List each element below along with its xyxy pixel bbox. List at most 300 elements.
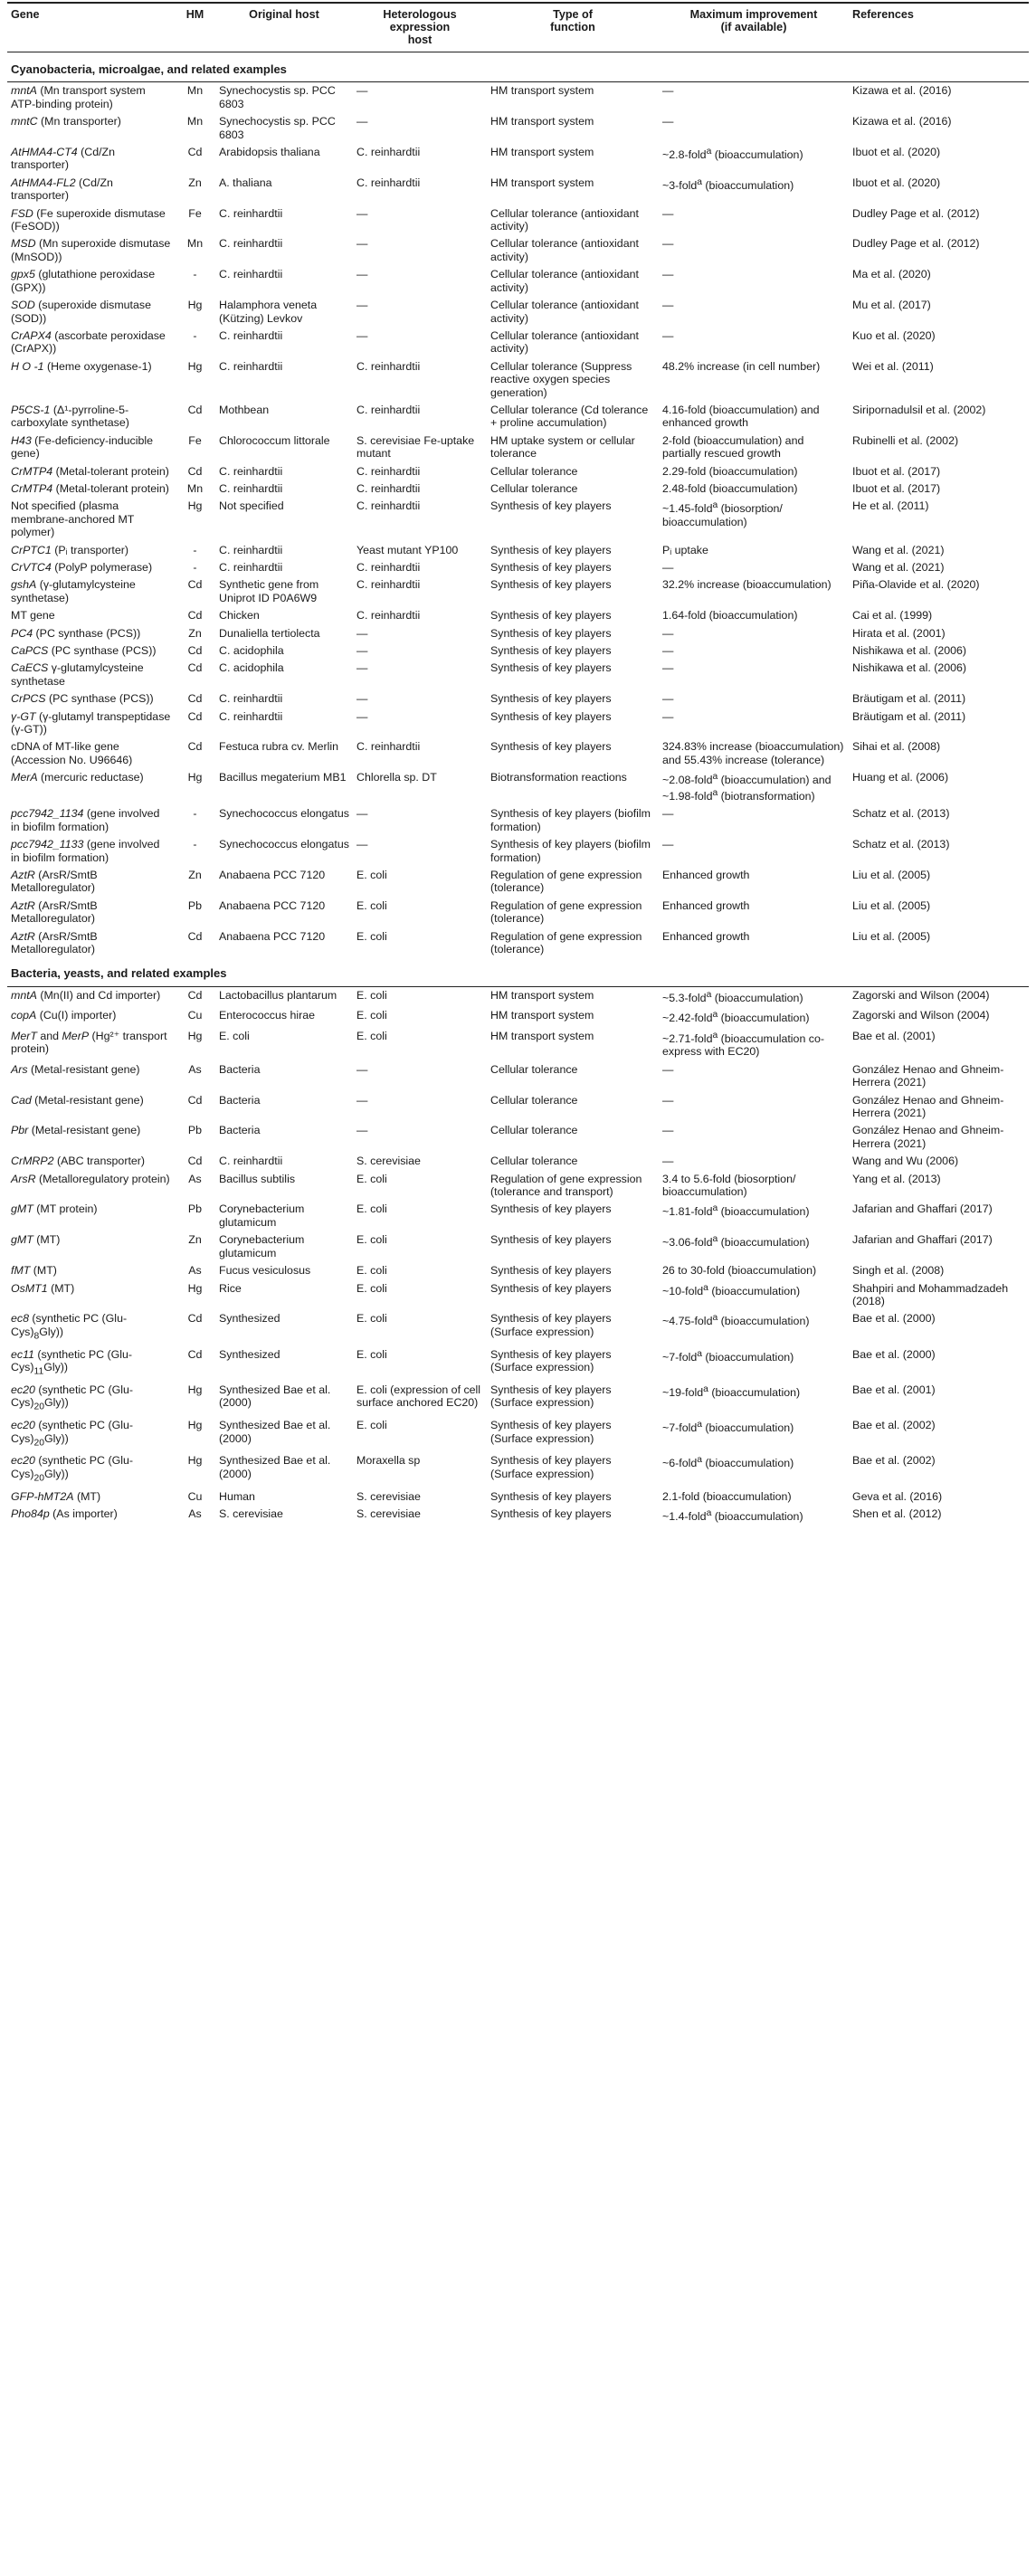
improvement-detail: (bioaccumulation): [708, 1386, 801, 1399]
expression-host-cell: —: [356, 626, 368, 640]
improvement-value: 2-fold (bioaccumulation) and partially rescued growth: [662, 433, 804, 461]
expression-host-cell: C. reinhardtii: [356, 176, 421, 189]
improvement-cell: [659, 898, 849, 928]
gene-cell: [7, 1231, 175, 1262]
original-host-cell: Human: [219, 1489, 255, 1503]
table-header: [7, 3, 1029, 52]
hm-cell: Cd: [187, 578, 203, 592]
expression-host-cell: —: [356, 1124, 368, 1137]
gene-description: (Metal-tolerant protein): [52, 464, 169, 478]
gene-id: CaECS: [11, 661, 49, 675]
improvement-value: Enhanced growth: [662, 929, 750, 943]
improvement-cell: [659, 266, 849, 297]
gene-description: (gene involved in biofilm formation): [11, 838, 160, 864]
hm-cell: Cd: [187, 464, 203, 478]
gene-id: mntC: [11, 115, 38, 128]
section-header-row: [7, 958, 1029, 986]
gene-id: gshA: [11, 578, 37, 592]
table-row: [7, 769, 1029, 805]
gene-description: (PC synthase (PCS)): [33, 626, 141, 640]
improvement-value: ~2.08-fold: [662, 774, 713, 787]
gene-cell: [7, 769, 175, 805]
expression-host-cell: E. coli: [356, 868, 387, 881]
improvement-cell: [659, 738, 849, 769]
gene-cell: [7, 1382, 175, 1417]
table-row: [7, 433, 1029, 463]
expression-host-cell: —: [356, 84, 368, 98]
improvement-value: Enhanced growth: [662, 898, 750, 912]
gene-id: FSD: [11, 206, 33, 220]
gene-description: (PC synthase (PCS)): [48, 644, 157, 658]
reference-cell: Dudley Page et al. (2012): [852, 237, 980, 251]
gene-id: P5CS-1: [11, 403, 51, 416]
improvement-detail: (biosorption/ bioaccumulation): [662, 502, 783, 528]
gene-id: AztR: [11, 868, 35, 881]
original-host-cell: Enterococcus hirae: [219, 1009, 316, 1022]
gene-cell: [7, 836, 175, 867]
gene-id: gMT: [11, 1202, 33, 1216]
function-type-cell: Synthesis of key players (biofilm formation): [490, 838, 651, 864]
gene-id: pcc7942_1134: [11, 807, 84, 821]
gene-description: (synthetic PC (Glu-Cys): [11, 1383, 133, 1410]
improvement-cell: [659, 175, 849, 205]
reference-cell: Nishikawa et al. (2006): [852, 644, 967, 658]
gene-id: CaPCS: [11, 644, 49, 658]
gene-id: pcc7942_1133: [11, 838, 84, 851]
reference-cell: González Henao and Ghneim-Herrera (2021): [852, 1124, 1004, 1150]
hm-cell: -: [193, 543, 197, 556]
original-host-cell: Synechococcus elongatus: [219, 838, 349, 851]
gene-id: γ-GT: [11, 709, 36, 723]
expression-host-cell: C. reinhardtii: [356, 464, 421, 478]
gene-cell: [7, 235, 175, 266]
reference-cell: Zagorski and Wilson (2004): [852, 988, 990, 1002]
gene-id: CrPCS: [11, 692, 46, 706]
hm-cell: Cd: [187, 692, 203, 706]
expression-host-cell: C. reinhardtii: [356, 359, 421, 373]
gene-cell: [7, 1262, 175, 1279]
gene-cell: [7, 542, 175, 559]
header-expression-host-line-3: host: [407, 33, 432, 46]
expression-host-cell: E. coli: [356, 1233, 387, 1247]
hm-cell: -: [193, 561, 197, 574]
improvement-cell: [659, 836, 849, 867]
original-host-cell: Synechocystis sp. PCC 6803: [219, 84, 336, 110]
improvement-value: ~6-fold: [662, 1457, 698, 1470]
reference-cell: Siripornadulsil et al. (2002): [852, 403, 986, 416]
table-row: [7, 1382, 1029, 1417]
table-row: [7, 805, 1029, 836]
header-max-improvement: [659, 3, 849, 52]
table-row: [7, 1007, 1029, 1028]
table-body: [7, 52, 1029, 1526]
gene-id: ArsR: [11, 1172, 36, 1185]
reference-cell: Hirata et al. (2001): [852, 626, 946, 640]
gene-id: MerT: [11, 1029, 37, 1042]
improvement-cell: [659, 1061, 849, 1092]
hm-cell: As: [188, 1172, 202, 1185]
footnote-marker: a: [712, 500, 718, 511]
gene-cell: [7, 297, 175, 328]
gene-cell: [7, 1028, 175, 1061]
function-type-cell: Synthesis of key players (biofilm formation): [490, 807, 651, 833]
gene-description: (Mn superoxide dismutase (MnSOD)): [11, 237, 171, 263]
expression-host-cell: —: [356, 661, 368, 675]
original-host-cell: C. reinhardtii: [219, 268, 283, 281]
gene-id: ec20: [11, 1419, 35, 1432]
improvement-value: 2.29-fold (bioaccumulation): [662, 464, 798, 478]
header-function-type-line-2: function: [550, 21, 595, 33]
improvement-detail: (biotransformation): [718, 789, 815, 803]
improvement-cell: [659, 498, 849, 541]
function-type-cell: Cellular tolerance (antioxidant activity): [490, 206, 639, 233]
improvement-cell: [659, 1506, 849, 1526]
function-type-cell: Synthesis of key players (Surface expression): [490, 1312, 612, 1338]
expression-host-cell: S. cerevisiae: [356, 1489, 421, 1503]
gene-description: (ArsR/SmtB Metalloregulator): [11, 929, 98, 955]
improvement-cell: [659, 480, 849, 498]
function-type-cell: Cellular tolerance: [490, 1155, 578, 1168]
improvement-cell: [659, 708, 849, 739]
original-host-cell: C. reinhardtii: [219, 481, 283, 495]
function-type-cell: Synthesis of key players: [490, 626, 612, 640]
gene-id: ec8: [11, 1312, 29, 1326]
gene-id: GFP-hMT2A: [11, 1489, 74, 1503]
improvement-value: —: [662, 1155, 674, 1168]
expression-host-cell: S. cerevisiae: [356, 1507, 421, 1521]
gene-cell: [7, 144, 175, 175]
function-type-cell: Synthesis of key players: [490, 543, 612, 556]
reference-cell: Wang et al. (2021): [852, 543, 945, 556]
function-type-cell: HM uptake system or cellular tolerance: [490, 433, 635, 461]
reference-cell: Huang et al. (2006): [852, 771, 949, 784]
function-type-cell: Regulation of gene expression (tolerance and transport): [490, 1172, 642, 1199]
table-row: [7, 576, 1029, 607]
original-host-cell: Chlorococcum littorale: [219, 433, 330, 447]
gene-id: Pho84p: [11, 1507, 50, 1521]
original-host-cell: Synthesized: [219, 1347, 280, 1361]
gene-id: CrMTP4: [11, 464, 53, 478]
gene-description: (Metalloregulatory protein): [35, 1172, 170, 1185]
improvement-cell: [659, 986, 849, 1007]
footnote-marker: a: [706, 147, 712, 157]
hm-cell: Cd: [187, 929, 203, 943]
expression-host-cell: —: [356, 838, 368, 851]
function-type-cell: Synthesis of key players: [490, 644, 612, 658]
footnote-marker: a: [706, 989, 712, 1000]
section-title: Bacteria, yeasts, and related examples: [7, 958, 1029, 986]
table-row: [7, 235, 1029, 266]
improvement-value: 3.4 to 5.6-fold (biosorption/ bioaccumulation): [662, 1172, 796, 1199]
improvement-cell: [659, 82, 849, 113]
gene-description: (glutathione peroxidase (GPX)): [11, 268, 156, 294]
gene-cell: [7, 576, 175, 607]
footnote-marker: a: [697, 1348, 702, 1359]
reference-cell: Bae et al. (2001): [852, 1029, 936, 1042]
gene-cell: [7, 82, 175, 113]
reference-cell: Zagorski and Wilson (2004): [852, 1009, 990, 1022]
hm-cell: Cd: [187, 1155, 203, 1168]
table-row: [7, 642, 1029, 660]
gene-cell: [7, 1153, 175, 1170]
gene-cell: [7, 867, 175, 898]
original-host-cell: E. coli: [219, 1029, 250, 1042]
table-row: [7, 297, 1029, 328]
original-host-cell: C. reinhardtii: [219, 561, 283, 574]
hm-cell: Hg: [187, 1383, 203, 1396]
header-original-host: Original host: [215, 3, 353, 52]
footnote-marker: a: [697, 1455, 702, 1466]
gene-cell: [7, 738, 175, 769]
improvement-value: ~7-fold: [662, 1350, 698, 1364]
gene-id: MSD: [11, 237, 36, 251]
reference-cell: Singh et al. (2008): [852, 1264, 945, 1278]
gene-description: MT gene: [11, 609, 55, 623]
gene-subscript: 11: [33, 1366, 44, 1377]
expression-host-cell: E. coli: [356, 1347, 387, 1361]
reference-cell: González Henao and Ghneim-Herrera (2021): [852, 1062, 1004, 1089]
table-row: [7, 625, 1029, 642]
reference-cell: Liu et al. (2005): [852, 868, 931, 881]
gene-description: (synthetic PC (Glu-Cys): [11, 1454, 133, 1480]
gene-description: Gly)): [43, 1361, 69, 1374]
original-host-cell: C. reinhardtii: [219, 237, 283, 251]
original-host-cell: Bacteria: [219, 1093, 261, 1107]
hm-cell: Cd: [187, 1312, 203, 1326]
section-header-row: [7, 52, 1029, 82]
improvement-value: —: [662, 328, 674, 342]
gene-id: AztR: [11, 929, 35, 943]
gene-cell: [7, 986, 175, 1007]
table-row: [7, 1346, 1029, 1382]
table-row: [7, 1061, 1029, 1092]
reference-cell: Bae et al. (2001): [852, 1383, 936, 1396]
improvement-cell: [659, 607, 849, 624]
hm-cell: Mn: [186, 84, 204, 98]
original-host-cell: Corynebacterium glutamicum: [219, 1233, 305, 1259]
improvement-value: ~3.06-fold: [662, 1236, 713, 1250]
gene-description: (Cd/Zn transporter): [11, 146, 115, 172]
reference-cell: Bräutigam et al. (2011): [852, 692, 966, 706]
gene-cell: [7, 1346, 175, 1382]
table-row: [7, 690, 1029, 708]
gene-description: Gly)): [43, 1396, 69, 1410]
expression-host-cell: C. reinhardtii: [356, 578, 421, 592]
table-row: [7, 1506, 1029, 1526]
gene-cell: [7, 463, 175, 480]
original-host-cell: C. reinhardtii: [219, 1155, 283, 1168]
improvement-cell: [659, 1382, 849, 1417]
gene-cell: [7, 1122, 175, 1153]
gene-id: CrAPX4: [11, 328, 52, 342]
hm-cell: Pb: [187, 1124, 203, 1137]
improvement-value: ~4.75-fold: [662, 1315, 713, 1328]
gene-cell: [7, 480, 175, 498]
table-row: [7, 82, 1029, 113]
improvement-value: ~3-fold: [662, 178, 698, 192]
improvement-value: 48.2% increase (in cell number): [662, 359, 821, 373]
improvement-detail: (bioaccumulation): [701, 1350, 794, 1364]
table-row: [7, 1262, 1029, 1279]
function-type-cell: Regulation of gene expression (tolerance): [490, 929, 642, 955]
gene-description: (Mn transport system ATP-binding protein): [11, 84, 146, 110]
improvement-value: —: [662, 206, 674, 220]
hm-cell: Hg: [187, 1419, 203, 1432]
expression-host-cell: E. coli: [356, 988, 387, 1002]
improvement-value: ~7-fold: [662, 1421, 698, 1435]
improvement-cell: [659, 576, 849, 607]
gene-description: (Fe-deficiency-inducible gene): [11, 433, 154, 461]
gene-cell: [7, 1506, 175, 1526]
original-host-cell: Synthesized Bae et al. (2000): [219, 1454, 331, 1480]
expression-host-cell: C. reinhardtii: [356, 609, 421, 623]
improvement-cell: [659, 625, 849, 642]
footnote-marker: a: [712, 1203, 718, 1214]
gene-cell: [7, 607, 175, 624]
table-row: [7, 1231, 1029, 1262]
table-row: [7, 358, 1029, 402]
gene-id: AtHMA4-FL2: [11, 176, 76, 189]
function-type-cell: Cellular tolerance: [490, 481, 578, 495]
header-max-improvement-line-1: Maximum improvement: [689, 8, 818, 21]
improvement-cell: [659, 1488, 849, 1506]
improvement-detail: (bioaccumulation): [718, 1315, 810, 1328]
gene-cell: [7, 402, 175, 433]
header-gene: Gene: [7, 3, 175, 52]
gene-cell: [7, 1488, 175, 1506]
improvement-value: —: [662, 626, 674, 640]
gene-cell: [7, 625, 175, 642]
reference-cell: Bae et al. (2002): [852, 1454, 936, 1468]
gene-cell: [7, 1280, 175, 1311]
improvement-value: 4.16-fold (bioaccumulation) and enhanced growth: [662, 403, 820, 430]
hm-cell: Cu: [187, 1489, 203, 1503]
gene-id: mntA: [11, 84, 37, 98]
improvement-cell: [659, 402, 849, 433]
expression-host-cell: E. coli: [356, 1029, 387, 1042]
table-row: [7, 1417, 1029, 1452]
reference-cell: Liu et al. (2005): [852, 898, 931, 912]
expression-host-cell: —: [356, 1093, 368, 1107]
table-row: [7, 660, 1029, 690]
improvement-detail: (bioaccumulation): [718, 1205, 810, 1219]
function-type-cell: Regulation of gene expression (tolerance): [490, 868, 642, 895]
improvement-cell: [659, 1346, 849, 1382]
function-type-cell: Synthesis of key players: [490, 578, 612, 592]
original-host-cell: Synthesized Bae et al. (2000): [219, 1419, 331, 1445]
gene-description: Gly)): [43, 1467, 69, 1480]
improvement-value: —: [662, 709, 674, 723]
reference-cell: Shen et al. (2012): [852, 1507, 942, 1521]
improvement-cell: [659, 463, 849, 480]
hm-cell: Fe: [188, 433, 202, 447]
gene-cell: [7, 498, 175, 541]
hm-cell: As: [188, 1507, 202, 1521]
header-hm: HM: [175, 3, 215, 52]
reference-cell: Schatz et al. (2013): [852, 838, 950, 851]
original-host-cell: C. acidophila: [219, 644, 284, 658]
original-host-cell: Lactobacillus plantarum: [219, 988, 337, 1002]
improvement-value: 32.2% increase (bioaccumulation): [662, 578, 832, 592]
expression-host-cell: C. reinhardtii: [356, 499, 421, 513]
improvement-cell: [659, 928, 849, 959]
gene-cell: [7, 642, 175, 660]
function-type-cell: HM transport system: [490, 176, 594, 189]
original-host-cell: Halamphora veneta (Kützing) Levkov: [219, 299, 318, 325]
gene-description: (PolyP polymerase): [51, 561, 153, 574]
gene-cell: [7, 1092, 175, 1123]
reference-cell: Rubinelli et al. (2002): [852, 433, 959, 447]
improvement-value: ~10-fold: [662, 1284, 704, 1298]
improvement-value: —: [662, 692, 674, 706]
expression-host-cell: C. reinhardtii: [356, 481, 421, 495]
hm-cell: Cd: [187, 661, 203, 675]
footnote-marker: a: [703, 1282, 708, 1293]
improvement-value: ~1.4-fold: [662, 1510, 707, 1524]
function-type-cell: Synthesis of key players: [490, 1507, 612, 1521]
footnote-marker: a: [706, 1508, 712, 1519]
gene-cell: [7, 690, 175, 708]
improvement-value: ~19-fold: [662, 1386, 704, 1399]
gene-description: (Fe superoxide dismutase (FeSOD)): [11, 206, 166, 233]
gene-description: (γ-glutamyl transpeptidase (γ-GT)): [11, 709, 171, 737]
reference-cell: Ibuot et al. (2020): [852, 146, 941, 159]
improvement-value: 2.1-fold (bioaccumulation): [662, 1489, 792, 1503]
reference-cell: Shahpiri and Mohammadzadeh (2018): [852, 1281, 1009, 1307]
reference-cell: Bae et al. (2002): [852, 1419, 936, 1432]
gene-id: CrMTP4: [11, 481, 53, 495]
reference-cell: Mu et al. (2017): [852, 299, 931, 312]
improvement-value: 324.83% increase (bioaccumulation) and 55.43% increase (tolerance): [662, 740, 844, 766]
reference-cell: Liu et al. (2005): [852, 929, 931, 943]
gene-id: Cad: [11, 1093, 32, 1107]
improvement-value: —: [662, 299, 674, 312]
improvement-value: ~1.81-fold: [662, 1205, 713, 1219]
hm-cell: Hg: [187, 499, 203, 513]
function-type-cell: Synthesis of key players: [490, 561, 612, 574]
hm-cell: -: [193, 268, 197, 281]
hm-cell: Cd: [187, 988, 203, 1002]
improvement-cell: [659, 542, 849, 559]
gene-subscript: 20: [33, 1402, 44, 1412]
gene-id: PC4: [11, 626, 33, 640]
reference-cell: Piña-Olavide et al. (2020): [852, 578, 980, 592]
gene-cell: [7, 1452, 175, 1488]
improvement-value: —: [662, 807, 674, 821]
improvement-detail: (bioaccumulation co-express with EC20): [662, 1032, 824, 1059]
gene-id: AtHMA4-CT4: [11, 146, 78, 159]
improvement-value: ~2.8-fold: [662, 148, 707, 162]
function-type-cell: HM transport system: [490, 1029, 594, 1042]
reference-cell: Bräutigam et al. (2011): [852, 709, 966, 723]
improvement-value: —: [662, 644, 674, 658]
gene-description: (superoxide dismutase (SOD)): [11, 299, 151, 325]
improvement-value: ~2.42-fold: [662, 1012, 713, 1025]
function-type-cell: HM transport system: [490, 988, 594, 1002]
footnote-marker: a: [712, 787, 718, 798]
hm-cell: Fe: [188, 206, 202, 220]
gene-id: CrPTC1: [11, 543, 52, 556]
original-host-cell: C. reinhardtii: [219, 464, 283, 478]
gene-description: (synthetic PC (Glu-Cys): [11, 1419, 133, 1445]
function-type-cell: Cellular tolerance (Cd tolerance + proline accumulation): [490, 403, 649, 430]
gene-cell: [7, 205, 175, 236]
gene-description: (MT): [47, 1281, 75, 1295]
hm-cell: Hg: [187, 299, 203, 312]
reference-cell: Ibuot et al. (2017): [852, 464, 941, 478]
table-row: [7, 708, 1029, 739]
table-row: [7, 1310, 1029, 1345]
